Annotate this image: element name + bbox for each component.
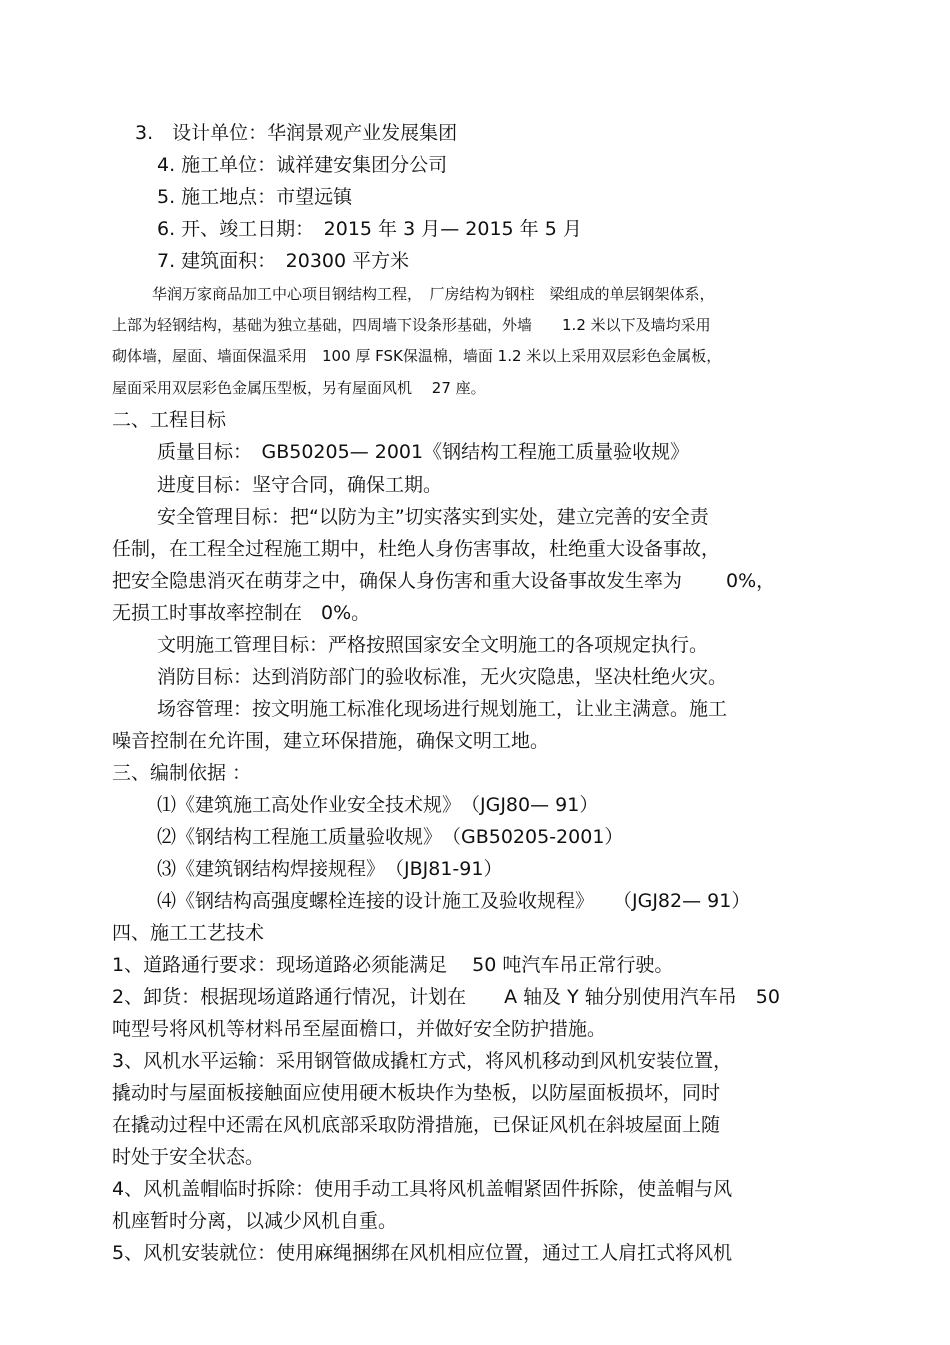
step-3-line-4: 时处于安全状态。 [112, 1146, 265, 1168]
section-heading-goals: 二、工程目标 [112, 409, 227, 431]
basis-item-2: ⑵《钢结构工程施工质量验收规》 （GB50205-2001） [157, 826, 624, 848]
overview-line-4: 屋面采用双层彩色金属压型板，另有屋面风机 27 座。 [112, 379, 486, 397]
item-construction-unit: 4. 施工单位：诚祥建安集团分公司 [157, 154, 448, 176]
step-4-line-2: 机座暂时分离，以减少风机自重。 [112, 1210, 398, 1232]
item-construction-site: 5. 施工地点：市望远镇 [157, 186, 353, 208]
civilized-goal: 文明施工管理目标：严格按照国家安全文明施工的各项规定执行。 [157, 634, 709, 656]
section-heading-basis: 三、编制依据 ： [112, 762, 252, 784]
section-heading-technique: 四、施工工艺技术 [112, 922, 265, 944]
safety-goal-line-1: 安全管理目标：把“以防为主”切实落实到实处，建立完善的安全责 [157, 506, 709, 528]
overview-line-2: 上部为轻钢结构，基础为独立基础，四周墙下设条形基础，外墙 1.2 米以下及墙均采用 [112, 316, 711, 334]
basis-item-3: ⑶《建筑钢结构焊接规程》 （JBJ81-91） [157, 858, 503, 880]
site-management-line-1: 场容管理：按文明施工标准化现场进行规划施工，让业主满意。施工 [157, 698, 728, 720]
step-2-line-1: 2、卸货：根据现场道路通行情况，计划在 A 轴及 Y 轴分别使用汽车吊 50 [112, 986, 780, 1008]
step-3-line-2: 撬动时与屋面板接触面应使用硬木板块作为垫板，以防屋面板损坏，同时 [112, 1082, 721, 1104]
quality-goal: 质量目标： GB50205— 2001《钢结构工程施工质量验收规》 [157, 441, 690, 463]
step-4-line-1: 4、风机盖帽临时拆除：使用手动工具将风机盖帽紧固件拆除，使盖帽与风 [112, 1178, 733, 1200]
safety-goal-line-2: 任制，在工程全过程施工期中，杜绝人身伤害事故，杜绝重大设备事故， [112, 538, 721, 560]
item-building-area: 7. 建筑面积： 20300 平方米 [157, 250, 410, 272]
step-3-line-3: 在撬动过程中还需在风机底部采取防滑措施，已保证风机在斜坡屋面上随 [112, 1114, 721, 1136]
step-3-line-1: 3、风机水平运输：采用钢管做成撬杠方式，将风机移动到风机安装位置， [112, 1050, 733, 1072]
item-design-unit: 3. 设计单位：华润景观产业发展集团 [135, 122, 458, 144]
safety-goal-line-4: 无损工时事故率控制在 0%。 [112, 602, 371, 624]
step-1: 1、道路通行要求：现场道路必须能满足 50 吨汽车吊正常行驶。 [112, 954, 674, 976]
schedule-goal: 进度目标：坚守合同，确保工期。 [157, 474, 443, 496]
step-5-line-1: 5、风机安装就位：使用麻绳捆绑在风机相应位置，通过工人肩扛式将风机 [112, 1242, 733, 1264]
safety-goal-line-3: 把安全隐患消灭在萌芽之中，确保人身伤害和重大设备事故发生率为 0%， [112, 570, 776, 592]
overview-line-3: 砌体墙，屋面、墙面保温采用 100 厚 FSK保温棉，墙面 1.2 米以上采用双层彩色金属板， [112, 347, 722, 365]
item-dates: 6. 开、竣工日期： 2015 年 3 月— 2015 年 5 月 [157, 218, 582, 240]
step-2-line-2: 吨型号将风机等材料吊至屋面檐口，并做好安全防护措施。 [112, 1018, 607, 1040]
site-management-line-2: 噪音控制在允许围，建立环保措施，确保文明工地。 [112, 730, 550, 752]
overview-line-1: 华润万家商品加工中心项目钢结构工程， 厂房结构为钢柱 梁组成的单层钢架体系， [152, 285, 715, 303]
basis-item-4: ⑷《钢结构高强度螺栓连接的设计施工及验收规程》 （JGJ82— 91） [157, 890, 751, 912]
basis-item-1: ⑴《建筑施工高处作业安全技术规》 （JGJ80— 91） [157, 794, 599, 816]
fire-goal: 消防目标：达到消防部门的验收标准，无火灾隐患，坚决杜绝火灾。 [157, 666, 728, 688]
